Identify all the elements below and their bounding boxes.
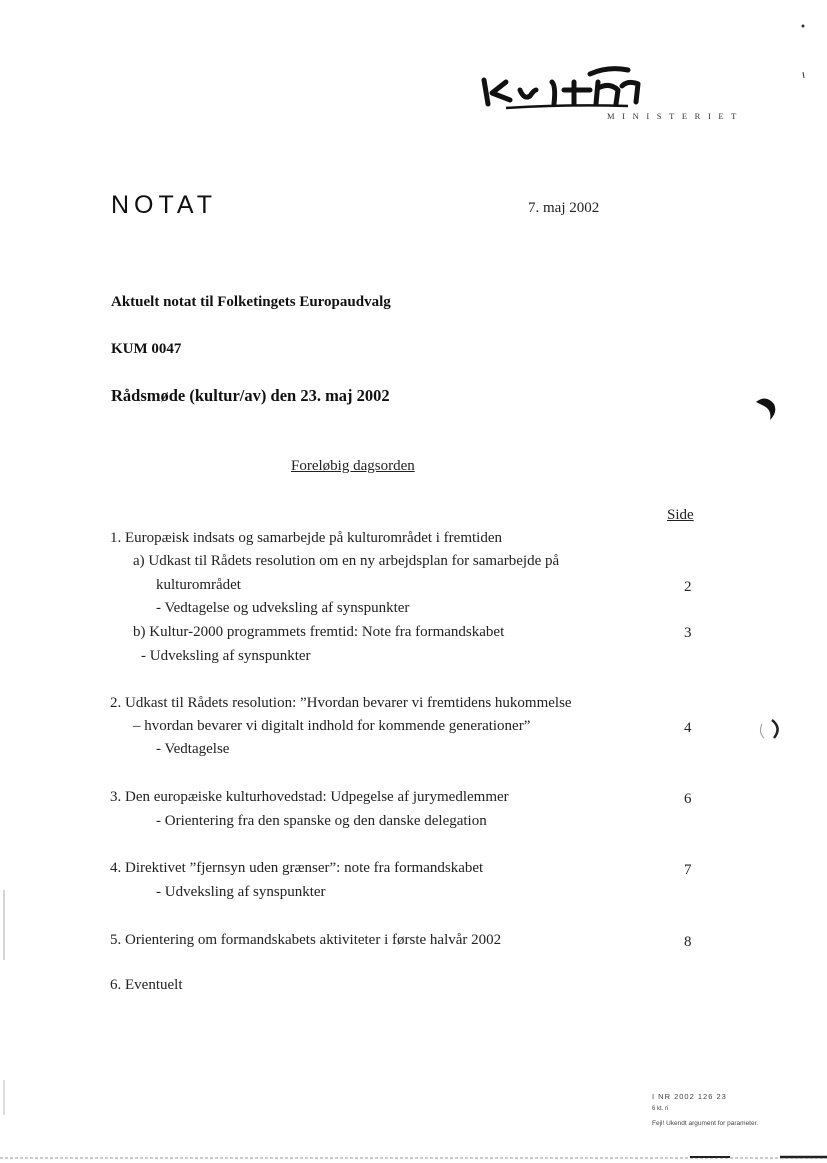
reference-number: KUM 0047 [111, 341, 182, 357]
agenda-action: - Udveksling af synspunkter [156, 884, 326, 900]
page-number: 3 [684, 625, 692, 641]
footer-code: 6 kt. ri [652, 1106, 669, 1112]
page-number: 2 [684, 579, 692, 595]
page-number: 4 [684, 720, 692, 736]
page-number: 6 [684, 791, 692, 807]
footer-field-error: Fejl! Ukendt argument for parameter. [652, 1120, 759, 1127]
agenda-action: - Vedtagelse og udveksling af synspunkter [156, 600, 410, 616]
agenda-item-3: 3. Den europæiske kulturhovedstad: Udpegelse af jurymedlemmer [110, 789, 509, 805]
agenda-subitem-1a-cont: kulturområdet [156, 577, 241, 593]
ministry-label: MINISTERIET [607, 111, 744, 121]
agenda-action: - Udveksling af synspunkter [141, 648, 311, 664]
agenda-item-1: 1. Europæisk indsats og samarbejde på kulturområdet i fremtiden [110, 530, 502, 546]
agenda-subitem-1a: a) Udkast til Rådets resolution om en ny arbejdsplan for samarbejde på [133, 553, 560, 569]
footer-reference: I NR 2002 126 23 [652, 1092, 727, 1101]
document-date: 7. maj 2002 [528, 200, 600, 216]
agenda-item-2: 2. Udkast til Rådets resolution: ”Hvordan bevarer vi fremtidens hukommelse [110, 695, 572, 711]
agenda-item-4: 4. Direktivet ”fjernsyn uden grænser”: note fra formandskabet [110, 860, 484, 876]
document-title: NOTAT [111, 191, 218, 219]
agenda-action: - Orientering fra den spanske og den danske delegation [156, 813, 487, 829]
agenda-action: - Vedtagelse [156, 741, 230, 757]
agenda-subitem-1b: b) Kultur-2000 programmets fremtid: Note fra formandskabet [133, 624, 505, 640]
agenda-item-2-cont: – hvordan bevarer vi digitalt indhold for kommende generationer” [133, 718, 531, 734]
page-column-label: Side [667, 507, 694, 523]
page-number: 7 [684, 862, 692, 878]
page-number: 8 [684, 934, 692, 950]
agenda-title: Foreløbig dagsorden [291, 458, 415, 474]
agenda-item-5: 5. Orientering om formandskabets aktiviteter i første halvår 2002 [110, 932, 502, 948]
notat-subject: Aktuelt notat til Folketingets Europaudvalg [111, 294, 391, 310]
agenda-item-6: 6. Eventuelt [110, 977, 183, 993]
meeting-heading: Rådsmøde (kultur/av) den 23. maj 2002 [111, 386, 390, 405]
